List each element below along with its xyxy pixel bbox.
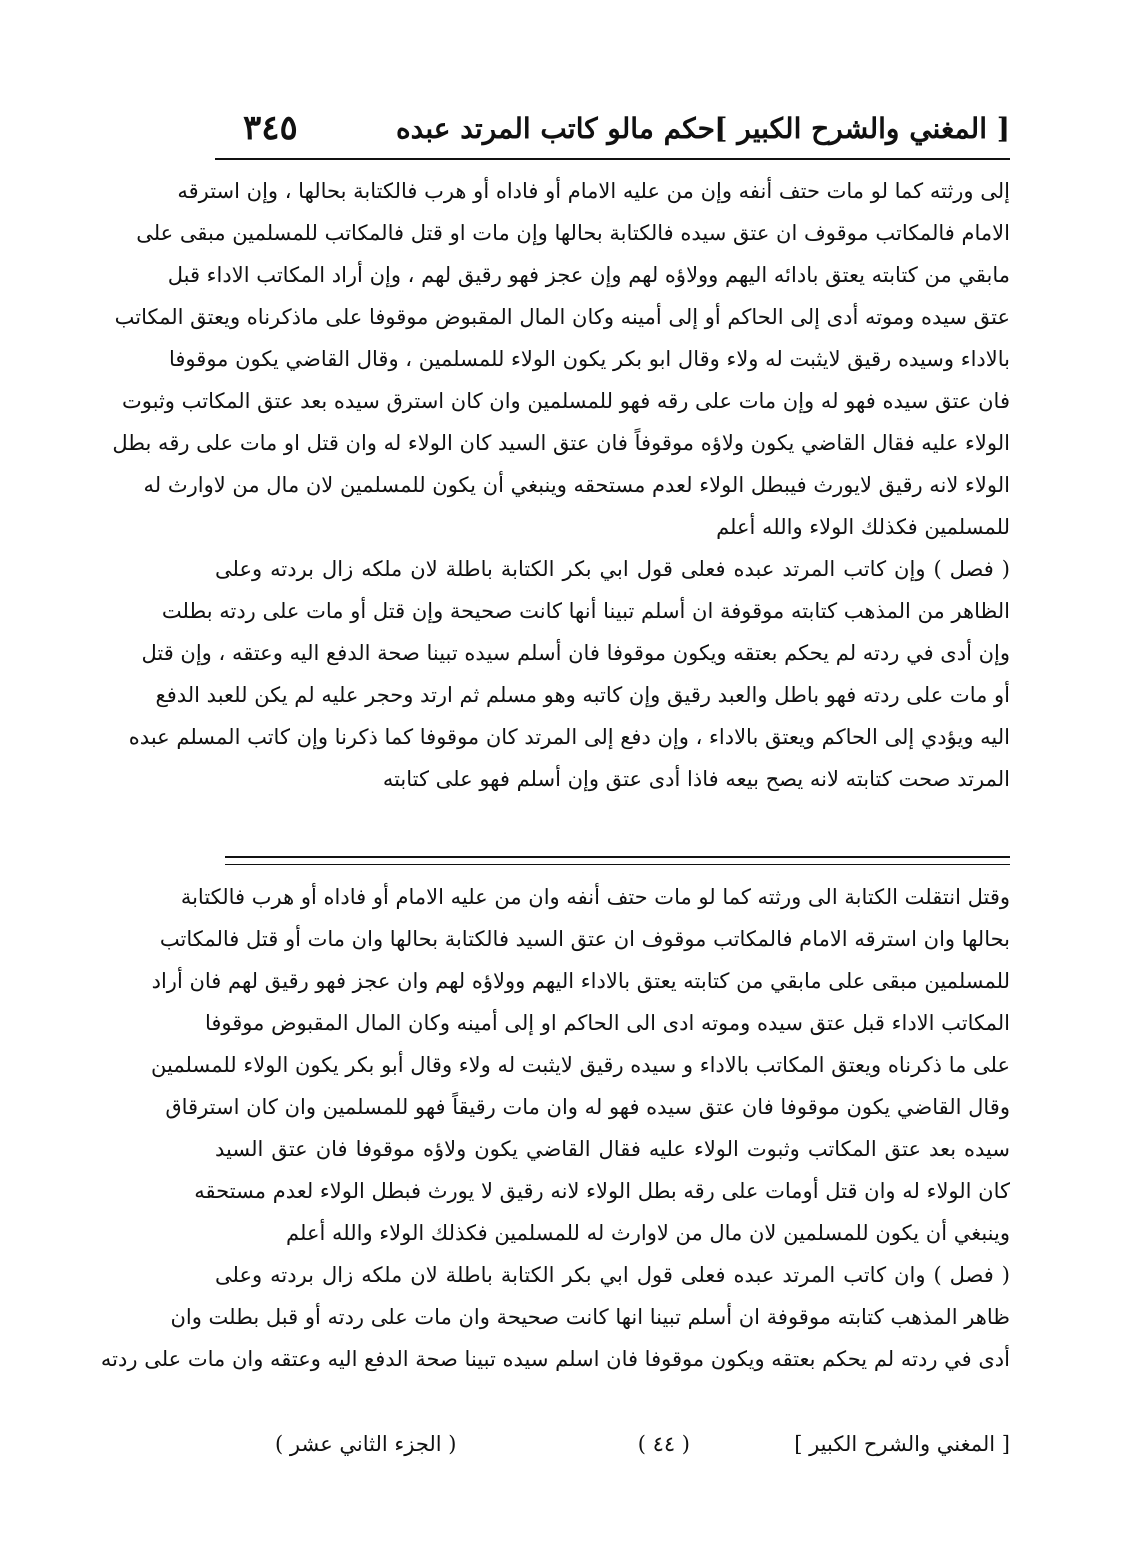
sharh-line: للمسلمين مبقى على مابقي من كتابته يعتق بالاداء اليهم وولاؤه لهم وان عجز فهو رقيق لهم فان أراد — [151, 969, 1010, 993]
header-rule — [215, 158, 1010, 160]
sharh-line: وقتل انتقلت الكتابة الى ورثته كما لو مات حتف أنفه وان من عليه الامام أو فاداه أو هرب فالكتابة — [180, 885, 1010, 909]
page-footer — [215, 1428, 1010, 1468]
sharh-line: على ما ذكرناه ويعتق المكاتب بالاداء و سيده رقيق لايثبت له ولاء وقال أبو بكر يكون الولاء للمسلمين — [151, 1053, 1010, 1077]
matn-line: الظاهر من المذهب كتابته موقوفة ان أسلم تبينا أنها كانت صحيحة وإن قتل أو مات على ردته بطلت — [161, 599, 1010, 623]
sharh-line: سيده بعد عتق المكاتب وثبوت الولاء عليه فقال القاضي يكون ولاؤه موقوفا فان عتق السيد — [215, 1137, 1010, 1161]
footer-volume: ( الجزء الثاني عشر ) — [275, 1432, 457, 1456]
matn-line: فان عتق سيده فهو له وإن مات على رقه فهو للمسلمين وان كان استرق سيده بعد عتق المكاتب وثبوت — [122, 389, 1010, 413]
matn-line: عتق سيده وموته أدى إلى الحاكم أو إلى أمينه وكان المال المقبوض موقوفا على ماذكرناه ويعتق المكاتب — [114, 305, 1010, 329]
sharh-line: كان الولاء له وان قتل أومات على رقه بطل الولاء لانه رقيق لا يورث فبطل الولاء لعدم مستحقه — [194, 1179, 1010, 1203]
matn-line: إلى ورثته كما لو مات حتف أنفه وإن من عليه الامام أو فاداه أو هرب فالكتابة بحالها ، وإن استرقه — [177, 179, 1010, 203]
header-chapter-title: حكم مالو كاتب المرتد عبده — [395, 112, 715, 145]
matn-line: الولاء لانه رقيق لايورث فيبطل الولاء لعدم مستحقه وينبغي أن يكون للمسلمين لان مال من لاوارث له — [143, 473, 1010, 497]
matn-line: وإن أدى في ردته لم يحكم بعتقه ويكون موقوفا فان أسلم سيده تبينا صحة الدفع اليه وعتقه ، وإن قتل — [141, 641, 1010, 665]
header-book-title: [ المغني والشرح الكبير ] — [714, 112, 1010, 145]
matn-line: أو مات على ردته فهو باطل والعبد رقيق وإن كاتبه وهو مسلم ثم ارتد وحجر عليه لم يكن للعبد الدفع — [155, 683, 1010, 707]
matn-line: الامام فالمكاتب موقوف ان عتق سيده فالكتابة بحالها وإن مات او قتل فالمكاتب للمسلمين مبقى على — [136, 221, 1010, 245]
matn-line: اليه ويؤدي إلى الحاكم ويعتق بالاداء ، وإن دفع إلى المرتد كان موقوفا كما ذكرنا وإن كاتب المسلم عبده — [128, 725, 1010, 749]
sharh-line: بحالها وان استرقه الامام فالمكاتب موقوف ان عتق السيد فالكتابة بحالها وان مات أو قتل فالمكاتب — [159, 927, 1010, 951]
sharh-line: ( فصل ) وان كاتب المرتد عبده فعلى قول ابي بكر الكتابة باطلة لان ملكه زال بردته وعلى — [215, 1263, 1010, 1287]
footer-book-title: [ المغني والشرح الكبير ] — [794, 1432, 1010, 1456]
matn-line: الولاء عليه فقال القاضي يكون ولاؤه موقوفاً فان عتق السيد كان الولاء له وان قتل او مات على رقه بطل — [112, 431, 1010, 455]
page-number: ٣٤٥ — [243, 108, 298, 148]
matn-line: ( فصل ) وإن كاتب المرتد عبده فعلى قول ابي بكر الكتابة باطلة لان ملكه زال بردته وعلى — [215, 557, 1010, 581]
footer-signature-number: ( ٤٤ ) — [637, 1432, 690, 1456]
section-separator — [225, 856, 1010, 858]
section-separator — [225, 864, 1010, 865]
matn-line: المرتد صحت كتابته لانه يصح بيعه فاذا أدى عتق وإن أسلم فهو على كتابته — [382, 767, 1010, 791]
matn-line: للمسلمين فكذلك الولاء والله أعلم — [716, 515, 1010, 539]
matn-text-block — [112, 170, 1010, 800]
sharh-line: ظاهر المذهب كتابته موقوفة ان أسلم تبينا انها كانت صحيحة وان مات على ردته أو قبل بطلت وان — [170, 1305, 1010, 1329]
sharh-line: وينبغي أن يكون للمسلمين لان مال من لاوارث له للمسلمين فكذلك الولاء والله أعلم — [286, 1221, 1010, 1245]
sharh-line: أدى في ردته لم يحكم بعتقه ويكون موقوفا فان اسلم سيده تبينا صحة الدفع اليه وعتقه وان مات على ردته — [100, 1347, 1010, 1371]
sharh-text-block — [100, 876, 1010, 1380]
sharh-line: المكاتب الاداء قبل عتق سيده وموته ادى الى الحاكم او إلى أمينه وكان المال المقبوض موقوفا — [204, 1011, 1010, 1035]
sharh-line: وقال القاضي يكون موقوفا فان عتق سيده فهو له وان مات رقيقاً فهو للمسلمين وان كان استرقاق — [165, 1095, 1010, 1119]
matn-line: مابقي من كتابته يعتق بادائه اليهم وولاؤه لهم وإن عجز فهو رقيق لهم ، وإن أراد المكاتب الاداء قبل — [167, 263, 1010, 287]
running-header — [215, 108, 1010, 156]
matn-line: بالاداء وسيده رقيق لايثبت له ولاء وقال ابو بكر يكون الولاء للمسلمين ، وقال القاضي يكون موقوفا — [169, 347, 1010, 371]
